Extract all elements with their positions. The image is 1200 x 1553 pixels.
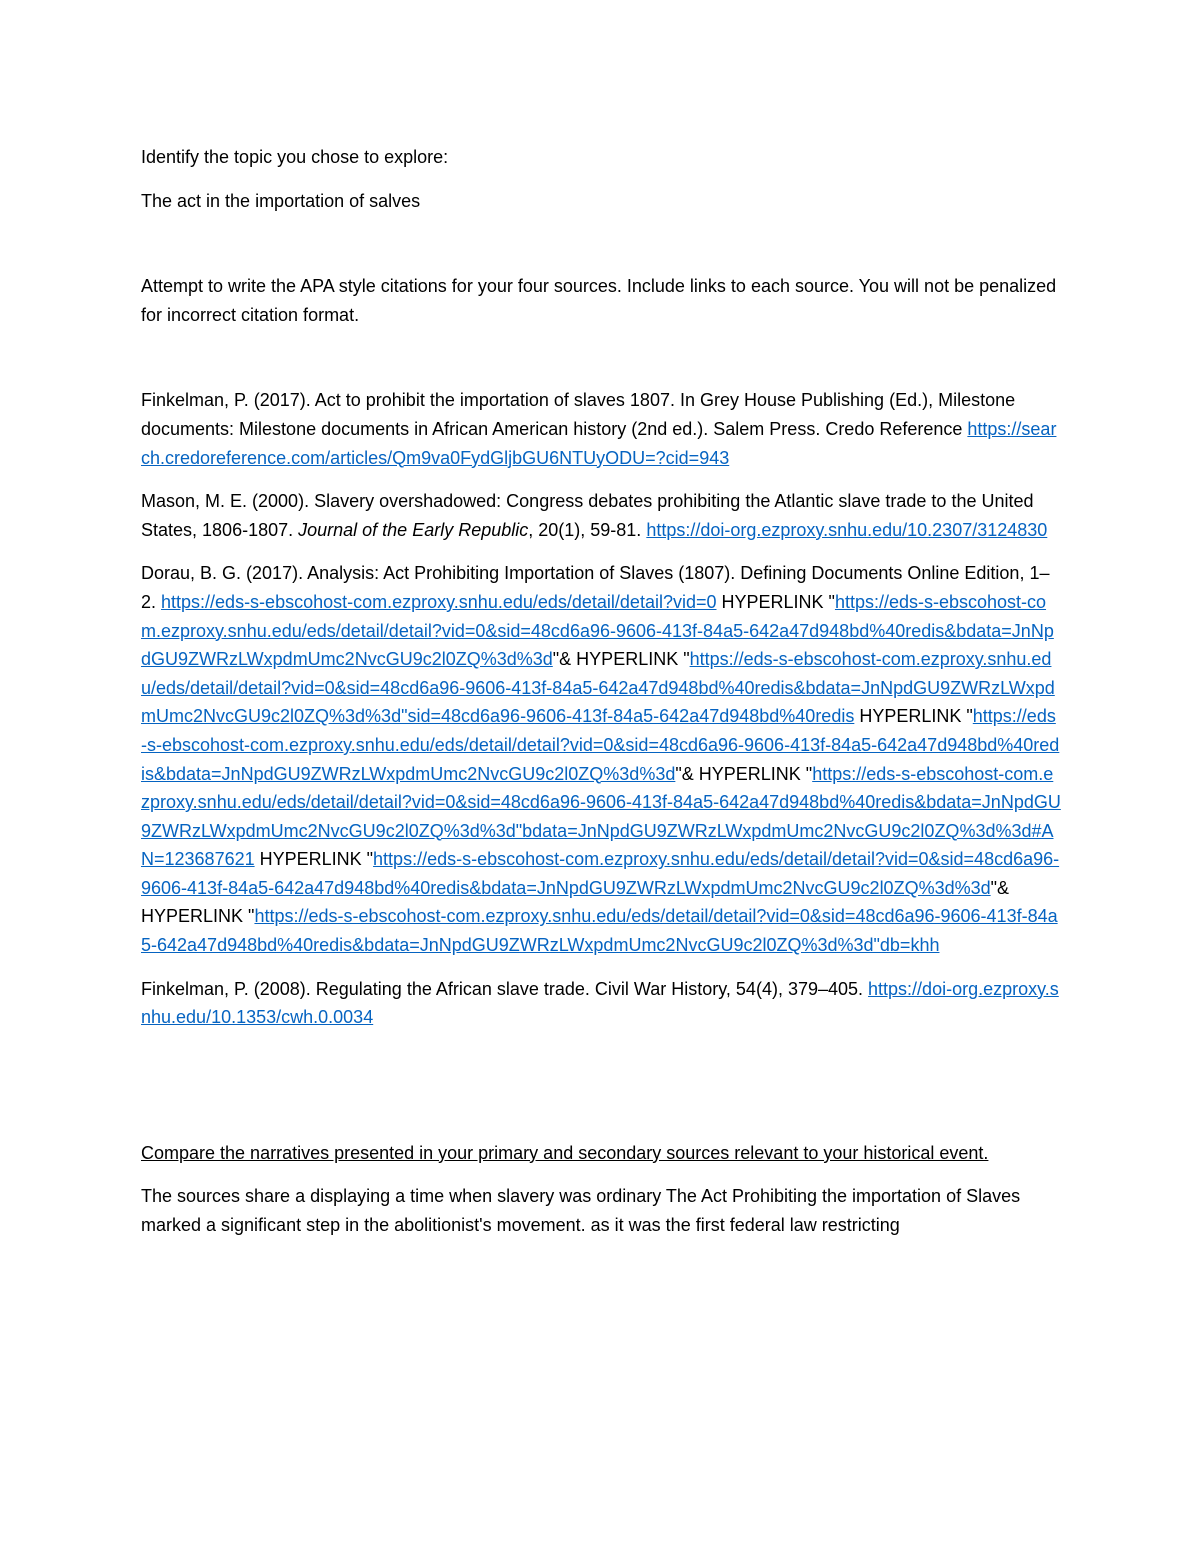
citation-link[interactable]: https://eds-s-ebscohost-com.ezproxy.snhu.edu/eds/detail/detail?vid=0&sid=48cd6a96-9606-413f-84a5-642a47d948bd%40redis&bdata=JnNpdGU9ZWRzLWxpdmUmc2NvcGU9c2l0ZQ%3d%3d"sid=48cd6a96-9606-413f-84a5-642a47d948bd%40redis [141, 649, 1055, 727]
hyperlink-field-code: HYPERLINK " [716, 591, 835, 612]
citation-link[interactable]: https://eds-s-ebscohost-com.ezproxy.snhu.edu/eds/detail/detail?vid=0&sid=48cd6a96-9606-413f-84a5-642a47d948bd%40redis&bdata=JnNpdGU9ZWRzLWxpdmUmc2NvcGU9c2l0ZQ%3d%3d"bdata=JnNpdGU9ZWRzLWxpdmUmc2NvcGU9c2l0ZQ%3d%3d#AN=123687621 [141, 763, 1061, 870]
hyperlink-field-code: HYPERLINK " [854, 706, 973, 727]
citation-link[interactable]: https://eds-s-ebscohost-com.ezproxy.snhu.edu/eds/detail/detail?vid=0&sid=48cd6a96-9606-413f-84a5-642a47d948bd%40redis&bdata=JnNpdGU9ZWRzLWxpdmUmc2NvcGU9c2l0ZQ%3d%3d [141, 591, 1054, 670]
citation-text: , 1–2. [141, 563, 1050, 612]
citation-link[interactable]: https://doi-org.ezproxy.snhu.edu/10.1353/cwh.0.0034 [141, 978, 1059, 1028]
compare-prompt: Compare the narratives presented in your primary and secondary sources relevant to your historical event. [141, 1142, 989, 1163]
citation-text: Finkelman, P. (2008). Regulating the African slave trade. [141, 978, 595, 999]
citation-link[interactable]: https://eds-s-ebscohost-com.ezproxy.snhu.edu/eds/detail/detail?vid=0&sid=48cd6a96-9606-413f-84a5-642a47d948bd%40redis&bdata=JnNpdGU9ZWRzLWxpdmUmc2NvcGU9c2l0ZQ%3d%3d [141, 706, 1060, 784]
citation-source-title: Civil War History [594, 978, 726, 999]
citation-text: , 54(4), 379–405. [725, 978, 869, 999]
citation-text: (2nd ed.). Salem Press. Credo Reference [626, 418, 968, 439]
citation-1 [141, 386, 1061, 472]
citation-link[interactable]: https://eds-s-ebscohost-com.ezproxy.snhu.edu/eds/detail/detail?vid=0&sid=48cd6a96-9606-413f-84a5-642a47d948bd%40redis&bdata=JnNpdGU9ZWRzLWxpdmUmc2NvcGU9c2l0ZQ%3d%3d"db=khh [141, 906, 1058, 956]
citation-2 [141, 487, 1061, 544]
hyperlink-field-code: "& HYPERLINK " [552, 649, 690, 670]
citation-text: Mason, M. E. (2000). Slavery overshadowed: Congress debates prohibiting the Atlantic slave trade to the United States, 1806-1807. [141, 491, 1034, 540]
citation-source-title: Journal of the Early Republic [298, 519, 529, 540]
citation-4 [141, 975, 1061, 1032]
citation-source-title: Defining Documents Online Edition [740, 563, 1020, 584]
citation-link[interactable]: https://doi-org.ezproxy.snhu.edu/10.2307/3124830 [646, 519, 1048, 540]
hyperlink-field-code: HYPERLINK " [254, 849, 374, 870]
compare-answer: The sources share a displaying a time when slavery was ordinary The Act Prohibiting the importation of Slaves marked a significant step in the abolitionist's movement. as it was the first federal law restricting [141, 1186, 1021, 1236]
topic-prompt: Identify the topic you chose to explore: [141, 147, 449, 167]
citation-text: , 20(1), 59-81. [528, 519, 647, 540]
citations-prompt: Attempt to write the APA style citations for your four sources. Include links to each source. You will not be penalized for incorrect citation format. [141, 276, 1057, 325]
topic-answer: The act in the importation of salves [141, 190, 421, 211]
hyperlink-field-code: "& HYPERLINK " [675, 763, 813, 784]
citation-text: Dorau, B. G. (2017). Analysis: Act Prohibiting Importation of Slaves (1807). [141, 563, 741, 584]
citation-link[interactable]: https://eds-s-ebscohost-com.ezproxy.snhu.edu/eds/detail/detail?vid=0 [161, 591, 717, 612]
hyperlink-field-code: "& HYPERLINK " [141, 877, 1010, 927]
citation-source-title: Milestone documents: Milestone documents in African American history [141, 390, 1016, 439]
citations-list [141, 386, 1061, 1031]
citation-link[interactable]: https://eds-s-ebscohost-com.ezproxy.snhu.edu/eds/detail/detail?vid=0&sid=48cd6a96-9606-413f-84a5-642a47d948bd%40redis&bdata=JnNpdGU9ZWRzLWxpdmUmc2NvcGU9c2l0ZQ%3d%3d [141, 849, 1060, 898]
document-body [141, 143, 1061, 1240]
citation-text: Finkelman, P. (2017). Act to prohibit the importation of slaves 1807. In Grey House Publishing (Ed.), [141, 390, 939, 411]
citation-3 [141, 559, 1061, 959]
citation-link[interactable]: https://search.credoreference.com/articles/Qm9va0FydGljbGU6NTUyODU=?cid=943 [141, 418, 1057, 468]
